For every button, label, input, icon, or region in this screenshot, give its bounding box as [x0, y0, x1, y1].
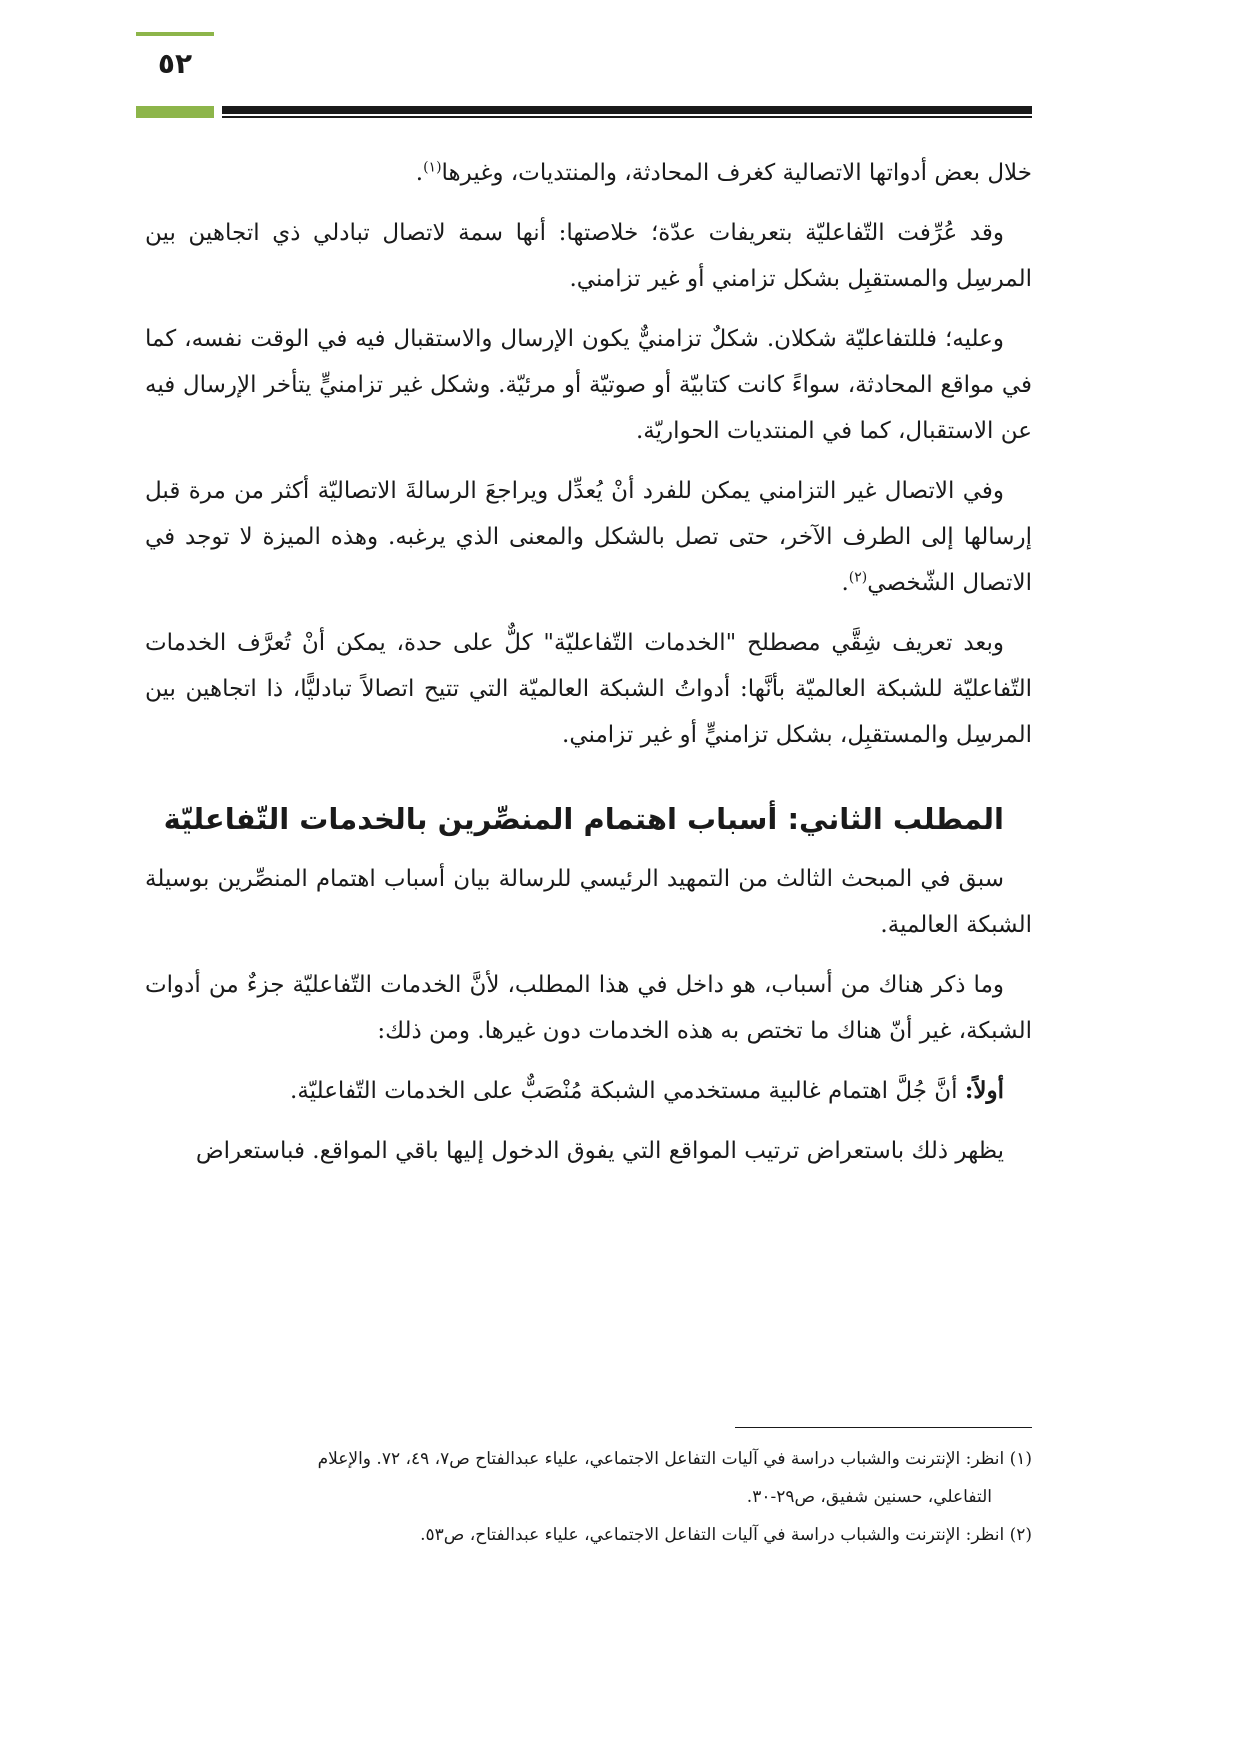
paragraph-8-text: أنَّ جُلَّ اهتمام غالبية مستخدمي الشبكة مُنْصَبٌّ على الخدمات التّفاعليّة. — [290, 1078, 965, 1104]
page-number: ٥٢ — [157, 47, 193, 80]
footnote-2: (٢) انظر: الإنترنت والشباب دراسة في آليات التفاعل الاجتماعي، علياء عبدالفتاح، ص٥٣. — [420, 1525, 1032, 1545]
paragraph-6: سبق في المبحث الثالث من التمهيد الرئيسي للرسالة بيان أسباب اهتمام المنصِّرين بوسيلة الشبكة العالمية. — [145, 866, 1032, 938]
footnote-1-line-2: التفاعلي، حسنين شفيق، ص٢٩-٣٠. — [746, 1487, 992, 1507]
paragraph-4 — [145, 468, 1032, 606]
paragraph-1-end: . — [415, 160, 424, 186]
footnote-separator — [735, 1427, 1032, 1428]
footnote-ref-1: (١) — [423, 159, 442, 176]
footnote-ref-2: (٢) — [848, 569, 868, 586]
paragraph-8-lead: أولاً: — [964, 1077, 1004, 1104]
page-body — [145, 150, 1032, 1188]
paragraph-4-end: . — [841, 570, 849, 596]
section-heading: المطلب الثاني: أسباب اهتمام المنصِّرين بالخدمات التّفاعليّة — [163, 802, 1004, 836]
header-rule-thick — [222, 106, 1032, 114]
paragraph-7: وما ذكر هناك من أسباب، هو داخل في هذا المطلب، لأنَّ الخدمات التّفاعليّة جزءٌ من أدوات الشبكة، غير أنّ هناك ما تختص به هذه الخدمات دون غيرها. ومن ذلك: — [145, 972, 1032, 1044]
paragraph-1-text: خلال بعض أدواتها الاتصالية كغرف المحادثة، والمنتديات، وغيرها — [441, 160, 1032, 186]
paragraph-9: يظهر ذلك باستعراض ترتيب المواقع التي يفوق الدخول إليها باقي المواقع. فباستعراض — [195, 1138, 1004, 1164]
paragraph-1 — [145, 150, 1032, 196]
paragraph-5: وبعد تعريف شِقَّي مصطلح "الخدمات التّفاعليّة" كلٌّ على حدة، يمكن أنْ تُعرَّف الخدمات التّفاعليّة للشبكة العالميّة بأنَّها: أدواتُ الشبكة العالميّة التي تتيح اتصالاً تبادليًّا، ذا اتجاهين بين المرسِل والمستقبِل، بشكل تزامنيٍّ أو غير تزامني. — [145, 630, 1032, 748]
footnote-1-line-1: (١) انظر: الإنترنت والشباب دراسة في آليات التفاعل الاجتماعي، علياء عبدالفتاح ص٧، ٤٩، ٧٢. والإعلام — [317, 1449, 1032, 1469]
header-accent-bar-bottom — [136, 106, 214, 118]
paragraph-2: وقد عُرِّفت التّفاعليّة بتعريفات عدّة؛ خلاصتها: أنها سمة لاتصال تبادلي ذي اتجاهين بين المرسِل والمستقبِل بشكل تزامني أو غير تزامني. — [145, 220, 1032, 292]
footnotes — [145, 1442, 1032, 1556]
header-rule-thin — [222, 116, 1032, 118]
header-accent-bar-top — [136, 32, 214, 36]
paragraph-3: وعليه؛ فللتفاعليّة شكلان. شكلٌ تزامنيٌّ يكون الإرسال والاستقبال فيه في الوقت نفسه، كما في مواقع المحادثة، سواءً كانت كتابيّة أو صوتيّة أو مرئيّة. وشكل غير تزامنيٍّ يتأخر الإرسال فيه عن الاستقبال، كما في المنتديات الحواريّة. — [145, 326, 1032, 444]
paragraph-4-text: وفي الاتصال غير التزامني يمكن للفرد أنْ يُعدِّل ويراجعَ الرسالةَ الاتصاليّة أكثر من مرة قبل إرسالها إلى الطرف الآخر، حتى تصل بالشكل والمعنى الذي يرغبه. وهذه الميزة لا توجد في الاتصال الشّخصي — [145, 478, 1032, 596]
paragraph-8 — [145, 1068, 1032, 1114]
